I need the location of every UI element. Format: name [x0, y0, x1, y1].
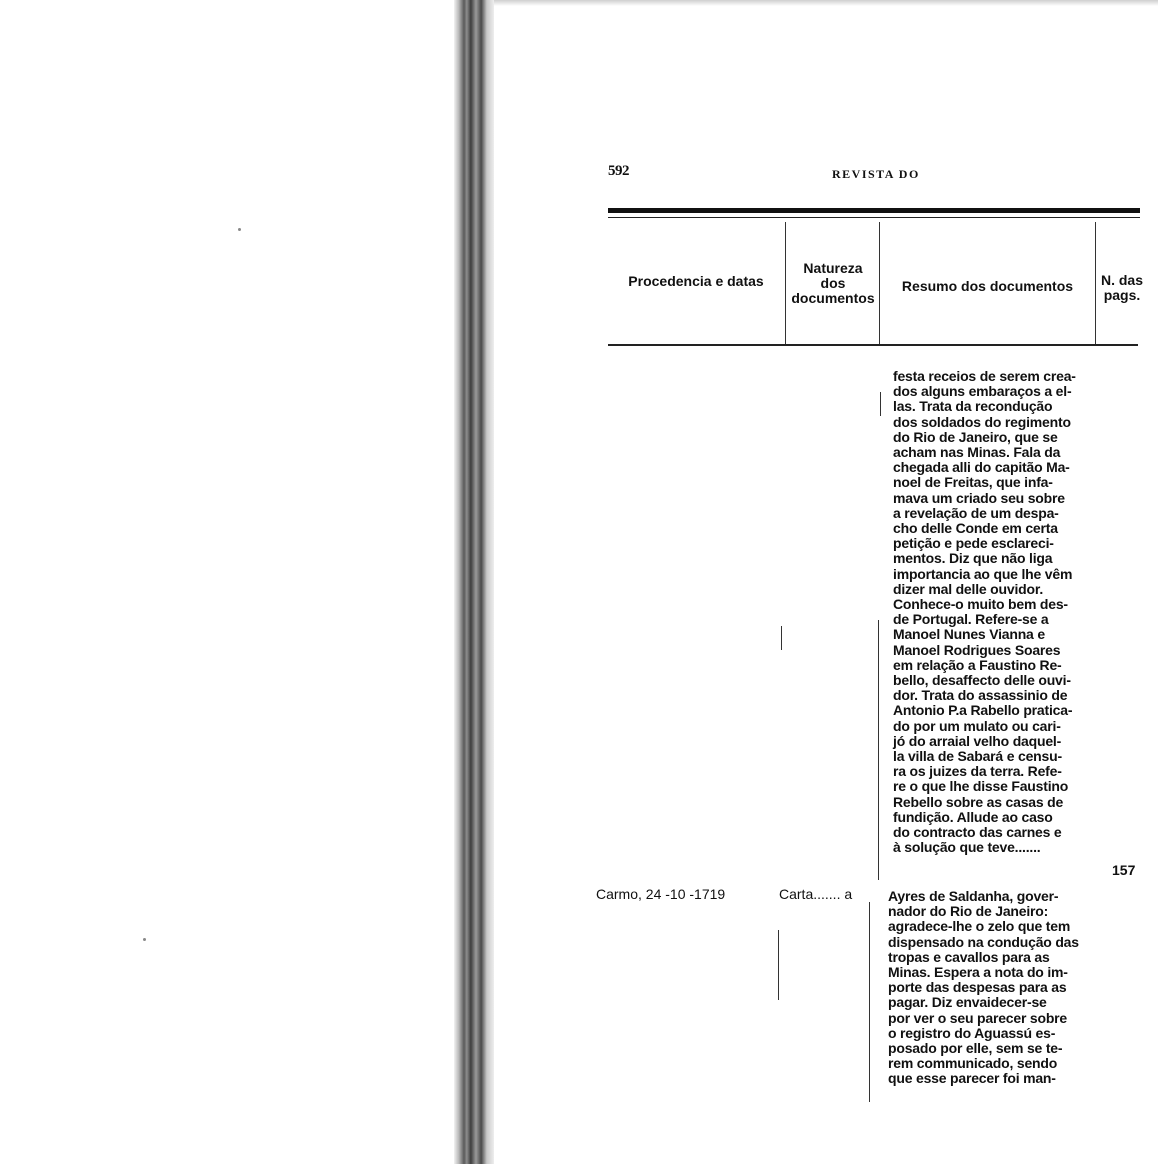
scan-speck: [238, 228, 241, 231]
entry-pages: 157: [1112, 862, 1136, 878]
column-divider: [778, 930, 779, 1000]
book-spine: [454, 0, 494, 1164]
column-header-natureza: Natureza dos documentos: [791, 260, 875, 306]
entry-summary: festa receios de serem crea- dos alguns embaraços a el- las. Trata da recondução dos soldados do regimento do Rio de Janeiro, que se acham nas Minas. Fala da chegada alli do capitão Ma- noel de Freitas, que infa- mava um criado seu sobre a revelação de um despa- cho delle Conde em certa petição e pede esclareci- mentos. Diz que não liga importancia ao que lhe vêm dizer mal delle ouvidor. Conhece-o muito bem des- de Portugal. Refere-se a Manoel Nunes Vianna e Manoel Rodrigues Soares em relação a Faustino Re- bello, desaffecto delle ouvi- dor. Trata do assassinio de Antonio P.a Rabello pratica- do por um mulato ou cari- jó do arraial velho daquel- la villa de Sabará e censu- ra os juizes da terra. Refe- re o que lhe disse Faustino Rebello sobre as casas de fundição. Allude ao caso do contracto das carnes e à solução que teve.......: [893, 368, 1076, 856]
page-number: 592: [608, 163, 629, 179]
column-header-procedencia: Procedencia e datas: [628, 273, 764, 289]
scan-speck: [143, 938, 146, 941]
entry-procedencia: Carmo, 24 -10 -1719: [596, 886, 726, 902]
column-divider: [878, 620, 879, 880]
running-head: REVISTA DO: [832, 167, 920, 181]
column-divider: [781, 626, 782, 650]
column-divider: [869, 902, 870, 1102]
page-top-edge: [494, 0, 1158, 6]
entry-natureza: Carta....... a: [779, 886, 853, 902]
header-bottom-rule: [608, 344, 1138, 346]
column-header-resumo: Resumo dos documentos: [901, 278, 1074, 294]
column-header-pags: N. das pags.: [1100, 272, 1143, 303]
table-top-thin-rule: [608, 217, 1140, 218]
column-divider: [880, 392, 881, 416]
column-divider: [1095, 222, 1096, 344]
entry-summary: Ayres de Saldanha, gover- nador do Rio de Janeiro: agradece-lhe o zelo que tem dispensado na condução das tropas e cavallos para as Minas. Espera a nota do im- porte das despesas para as pagar. Diz envaidecer-se por ver o seu parecer sobre o registro do Aguassú es- posado por elle, sem se te- rem communicado, sendo que esse parecer foi man-: [888, 888, 1079, 1087]
table-top-rule: [608, 208, 1140, 213]
